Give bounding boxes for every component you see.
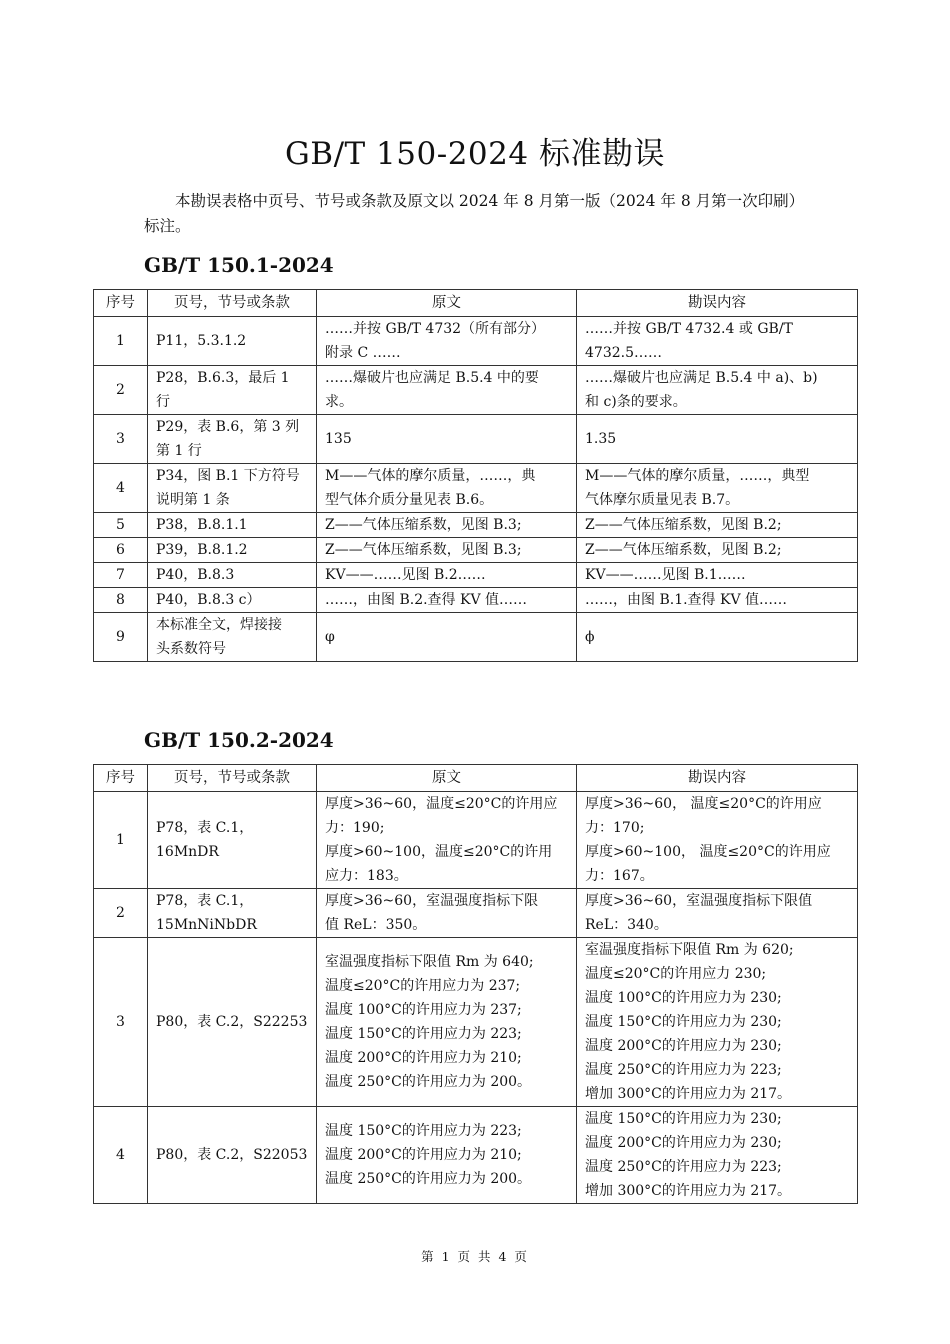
cell-line: P80，表 C.2，S22053 [156, 1147, 308, 1163]
table-row [94, 538, 858, 563]
row-number: 9 [94, 613, 148, 662]
errata-table-150-2 [93, 764, 858, 1204]
cell-line: P78，表 C.1，16MnDR [156, 820, 254, 860]
cell-line: 温度 250°C的许用应力为 223; [585, 1062, 782, 1078]
row-number: 4 [94, 1107, 148, 1204]
row-number: 5 [94, 513, 148, 538]
cell-line: 厚度>60~100， 温度≤20°C的许用应 [585, 844, 831, 860]
cell-line: 温度 200°C的许用应力为 210; [325, 1050, 522, 1066]
cell-line: P38，B.8.1.1 [156, 517, 248, 533]
cell-line: 1.35 [585, 431, 617, 447]
header-no: 序号 [94, 765, 148, 792]
cell-line: P80，表 C.2，S22253 [156, 1014, 308, 1030]
correction-cell [577, 563, 858, 588]
cell-line: 厚度>36~60，室温强度指标下限 [325, 893, 539, 909]
cell-line: 室温强度指标下限值 Rm 为 640; [325, 954, 534, 970]
cell-line: 厚度>36~60，温度≤20°C的许用应 [325, 796, 558, 812]
original-text-cell [317, 1107, 577, 1204]
intro-paragraph: 本勘误表格中页号、节号或条款及原文以 2024 年 8 月第一版（2024 年 8 月第一次印刷）标注。 [144, 192, 805, 235]
cell-line: 温度 200°C的许用应力为 210; [325, 1147, 522, 1163]
cell-line: 15MnNiNbDR [156, 917, 257, 933]
cell-line: ……并按 GB/T 4732（所有部分） [325, 321, 546, 337]
cell-line: M——气体的摩尔质量，……，典型 [585, 468, 810, 484]
cell-line: KV——……见图 B.2…… [325, 567, 486, 583]
cell-line: P40，B.8.3 [156, 567, 235, 583]
original-text-cell [317, 563, 577, 588]
original-text-cell [317, 538, 577, 563]
cell-line: 型气体介质分量见表 B.6。 [325, 492, 494, 508]
cell-line: ……爆破片也应满足 B.5.4 中 a)、b) [585, 370, 818, 386]
correction-cell [577, 464, 858, 513]
cell-line: φ [325, 629, 335, 645]
row-number: 8 [94, 588, 148, 613]
cell-line: 求。 [325, 394, 353, 410]
cell-line: 4732.5…… [585, 345, 662, 361]
cell-line: 温度 100°C的许用应力为 230; [585, 990, 782, 1006]
cell-line: 头系数符号 [156, 641, 226, 657]
header-original: 原文 [317, 765, 577, 792]
cell-line: Z——气体压缩系数，见图 B.3; [325, 542, 522, 558]
header-location: 页号，节号或条款 [148, 290, 317, 317]
cell-line: P34，图 B.1 下方符号 [156, 468, 300, 484]
table-row [94, 588, 858, 613]
location-cell [148, 563, 317, 588]
cell-line: 应力：183。 [325, 868, 408, 884]
row-number: 2 [94, 889, 148, 938]
cell-line: 温度 150°C的许用应力为 223; [325, 1026, 522, 1042]
row-number: 6 [94, 538, 148, 563]
location-cell [148, 938, 317, 1107]
location-cell [148, 1107, 317, 1204]
correction-cell [577, 317, 858, 366]
correction-cell [577, 538, 858, 563]
cell-line: ……并按 GB/T 4732.4 或 GB/T [585, 321, 793, 337]
location-cell [148, 415, 317, 464]
correction-cell [577, 613, 858, 662]
cell-line: ……爆破片也应满足 B.5.4 中的要 [325, 370, 539, 386]
cell-line: 第 1 行 [156, 443, 202, 459]
correction-cell [577, 1107, 858, 1204]
table-body [94, 317, 858, 662]
cell-line: 力：167。 [585, 868, 654, 884]
section-title-150-1: GB/T 150.1-2024 [144, 253, 334, 277]
cell-line: P29，表 B.6，第 3 列 [156, 419, 300, 435]
cell-line: 温度 150°C的许用应力为 230; [585, 1014, 782, 1030]
cell-line: 行 [156, 394, 170, 410]
cell-line: P78，表 C.1， [156, 893, 254, 909]
cell-line: 温度 150°C的许用应力为 230; [585, 1111, 782, 1127]
document-title: GB/T 150-2024 标准勘误 [285, 136, 665, 172]
errata-table-150-1 [93, 289, 858, 662]
cell-line: ReL：340。 [585, 917, 668, 933]
location-cell [148, 613, 317, 662]
cell-line: 值 ReL：350。 [325, 917, 427, 933]
row-number: 4 [94, 464, 148, 513]
table-row [94, 563, 858, 588]
original-text-cell [317, 464, 577, 513]
cell-line: 本标准全文，焊接接 [156, 617, 282, 633]
cell-line: 增加 300°C的许用应力为 217。 [585, 1183, 792, 1199]
location-cell [148, 792, 317, 889]
cell-line: 力：190; [325, 820, 385, 836]
cell-line: P11，5.3.1.2 [156, 333, 247, 349]
cell-line: 温度 200°C的许用应力为 230; [585, 1038, 782, 1054]
cell-line: 说明第 1 条 [156, 492, 230, 508]
header-no: 序号 [94, 290, 148, 317]
table-row [94, 889, 858, 938]
cell-line: Z——气体压缩系数，见图 B.2; [585, 517, 782, 533]
table-row [94, 938, 858, 1107]
cell-line: KV——……见图 B.1…… [585, 567, 746, 583]
location-cell [148, 317, 317, 366]
original-text-cell [317, 613, 577, 662]
cell-line: 温度≤20°C的许用应力 230; [585, 966, 767, 982]
cell-line: 厚度>60~100，温度≤20°C的许用 [325, 844, 553, 860]
table-row [94, 464, 858, 513]
location-cell [148, 513, 317, 538]
header-location: 页号，节号或条款 [148, 765, 317, 792]
cell-line: 附录 C …… [325, 345, 401, 361]
cell-line: 温度≤20°C的许用应力为 237; [325, 978, 521, 994]
original-text-cell [317, 588, 577, 613]
cell-line: 增加 300°C的许用应力为 217。 [585, 1086, 792, 1102]
cell-line: Z——气体压缩系数，见图 B.2; [585, 542, 782, 558]
original-text-cell [317, 938, 577, 1107]
cell-line: 135 [325, 431, 352, 447]
row-number: 2 [94, 366, 148, 415]
location-cell [148, 889, 317, 938]
table-row [94, 792, 858, 889]
header-correction: 勘误内容 [577, 290, 858, 317]
cell-line: ϕ [585, 629, 595, 645]
correction-cell [577, 588, 858, 613]
location-cell [148, 538, 317, 563]
correction-cell [577, 366, 858, 415]
original-text-cell [317, 889, 577, 938]
row-number: 7 [94, 563, 148, 588]
original-text-cell [317, 792, 577, 889]
original-text-cell [317, 415, 577, 464]
cell-line: 温度 250°C的许用应力为 200。 [325, 1171, 532, 1187]
original-text-cell [317, 317, 577, 366]
correction-cell [577, 415, 858, 464]
correction-cell [577, 889, 858, 938]
table-row [94, 415, 858, 464]
cell-line: 温度 100°C的许用应力为 237; [325, 1002, 522, 1018]
cell-line: P28，B.6.3，最后 1 [156, 370, 290, 386]
table-body [94, 792, 858, 1204]
correction-cell [577, 938, 858, 1107]
correction-cell [577, 792, 858, 889]
table-header-row [94, 290, 858, 317]
cell-line: 室温强度指标下限值 Rm 为 620; [585, 942, 794, 958]
table-row [94, 613, 858, 662]
table-row [94, 1107, 858, 1204]
row-number: 3 [94, 415, 148, 464]
table-row [94, 317, 858, 366]
original-text-cell [317, 513, 577, 538]
correction-cell [577, 513, 858, 538]
header-correction: 勘误内容 [577, 765, 858, 792]
location-cell [148, 588, 317, 613]
cell-line: 气体摩尔质量见表 B.7。 [585, 492, 740, 508]
location-cell [148, 366, 317, 415]
cell-line: 厚度>36~60， 温度≤20°C的许用应 [585, 796, 822, 812]
table-row [94, 366, 858, 415]
original-text-cell [317, 366, 577, 415]
cell-line: Z——气体压缩系数，见图 B.3; [325, 517, 522, 533]
cell-line: 温度 250°C的许用应力为 223; [585, 1159, 782, 1175]
cell-line: 和 c)条的要求。 [585, 394, 687, 410]
cell-line: M——气体的摩尔质量，……，典 [325, 468, 536, 484]
table-row [94, 513, 858, 538]
cell-line: ……，由图 B.2.查得 KV 值…… [325, 592, 528, 608]
location-cell [148, 464, 317, 513]
cell-line: 力：170; [585, 820, 645, 836]
section-title-150-2: GB/T 150.2-2024 [144, 728, 334, 752]
cell-line: 温度 150°C的许用应力为 223; [325, 1123, 522, 1139]
cell-line: P39，B.8.1.2 [156, 542, 248, 558]
cell-line: 温度 200°C的许用应力为 230; [585, 1135, 782, 1151]
row-number: 3 [94, 938, 148, 1107]
row-number: 1 [94, 792, 148, 889]
header-original: 原文 [317, 290, 577, 317]
cell-line: P40，B.8.3 c） [156, 592, 261, 608]
cell-line: ……，由图 B.1.查得 KV 值…… [585, 592, 788, 608]
row-number: 1 [94, 317, 148, 366]
page-footer: 第 1 页 共 4 页 [421, 1249, 529, 1264]
cell-line: 厚度>36~60，室温强度指标下限值 [585, 893, 813, 909]
table-header-row [94, 765, 858, 792]
cell-line: 温度 250°C的许用应力为 200。 [325, 1074, 532, 1090]
